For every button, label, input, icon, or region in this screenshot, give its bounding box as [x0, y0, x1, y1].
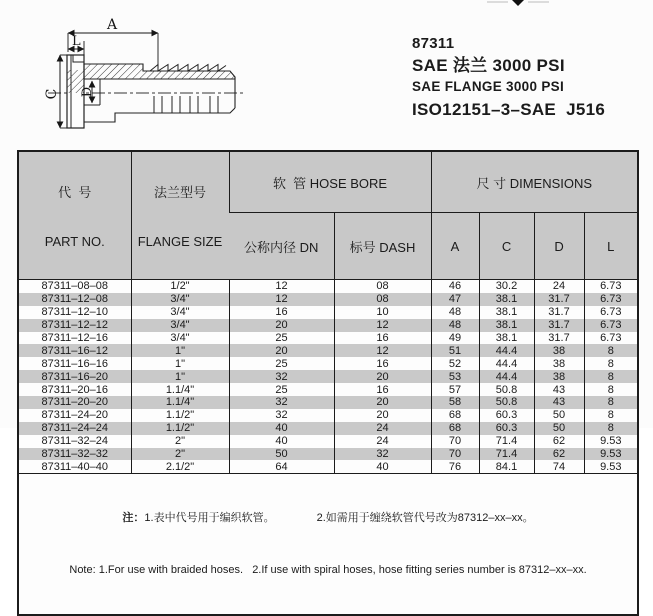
cell-l: 8: [584, 357, 638, 370]
cell-c: 50.8: [479, 383, 534, 396]
cell-d: 31.7: [534, 306, 584, 319]
cell-dash: 16: [334, 332, 431, 345]
col-header-dn: 公称内径 DN: [229, 213, 334, 280]
cell-d: 43: [534, 396, 584, 409]
cell-dash: 12: [334, 344, 431, 357]
cell-dash: 24: [334, 435, 431, 448]
cell-d: 31.7: [534, 332, 584, 345]
table-row: [18, 460, 638, 473]
cell-dash: 40: [334, 460, 431, 473]
cell-flange-size: 2": [131, 435, 229, 448]
cell-l: 9.53: [584, 448, 638, 461]
cell-dn: 25: [229, 357, 334, 370]
cell-part-no: 87311–12–16: [41, 332, 108, 344]
cell-dn: 40: [229, 435, 334, 448]
cell-d: 38: [534, 370, 584, 383]
title-block: [412, 36, 605, 118]
cell-a: 68: [431, 422, 479, 435]
cell-a: 46: [431, 280, 479, 293]
part-series-number: 87311: [412, 35, 455, 52]
cell-dash: 16: [334, 357, 431, 370]
cell-d: 31.7: [534, 319, 584, 332]
cell-flange-size: 3/4": [131, 332, 229, 345]
cell-d: 74: [534, 460, 584, 473]
cell-dn: 12: [229, 293, 334, 306]
cell-part-no: 87311–24–20: [41, 409, 108, 422]
cell-c: 38.1: [479, 332, 534, 345]
cell-dn: 25: [229, 383, 334, 396]
cell-a: 70: [431, 435, 479, 448]
col-header-a: A: [431, 213, 479, 280]
cell-c: 71.4: [479, 448, 534, 461]
cell-flange-size: 3/4": [131, 306, 229, 319]
cell-c: 50.8: [479, 396, 534, 409]
cell-dn: 32: [229, 396, 334, 409]
table-row: [18, 344, 638, 357]
standard-reference: ISO12151–3–SAE J516: [412, 99, 606, 119]
cell-c: 71.4: [479, 435, 534, 448]
table-row: [18, 409, 638, 422]
cell-c: 60.3: [479, 422, 534, 435]
dim-label-d: D: [80, 86, 95, 98]
cell-dash: 10: [334, 306, 431, 319]
cell-flange-size: 1/2": [131, 280, 229, 293]
table-row: [18, 396, 638, 409]
cell-flange-size: 1": [131, 370, 229, 383]
barb-teeth: [150, 65, 226, 72]
dimension-c: [44, 55, 67, 128]
cell-a: 48: [431, 306, 479, 319]
cell-part-no: 87311–12–08: [41, 293, 108, 306]
table-row: [18, 306, 638, 319]
cell-flange-size: 1.1/2": [131, 422, 229, 435]
group-header-dimensions: 尺 寸 DIMENSIONS: [431, 151, 638, 213]
cell-c: 44.4: [479, 344, 534, 357]
cell-l: 6.73: [584, 293, 638, 306]
cell-d: 31.7: [534, 293, 584, 306]
cut-off-down-arrow-icon: [486, 0, 550, 7]
cell-part-no: 87311–12–12: [41, 319, 108, 332]
dim-label-l: L: [72, 34, 81, 49]
table-row: [18, 280, 638, 293]
table-body: [18, 280, 638, 474]
cell-l: 8: [584, 409, 638, 422]
cell-dn: 20: [229, 344, 334, 357]
product-title-cn: SAE 法兰 3000 PSI: [412, 56, 565, 75]
cell-flange-size: 1": [131, 344, 229, 357]
cell-c: 38.1: [479, 319, 534, 332]
lower-profile: [84, 108, 235, 122]
cell-flange-size: 3/4": [131, 319, 229, 332]
cell-d: 50: [534, 422, 584, 435]
cell-c: 30.2: [479, 280, 534, 293]
table-note: [18, 474, 638, 616]
cell-part-no: 87311–20–16: [41, 383, 108, 396]
cell-flange-size: 2.1/2": [131, 460, 229, 473]
col-header-c: C: [479, 213, 534, 280]
cell-d: 38: [534, 357, 584, 370]
cell-dn: 40: [229, 422, 334, 435]
cell-a: 52: [431, 357, 479, 370]
cell-a: 70: [431, 448, 479, 461]
table-row: [18, 448, 638, 461]
cell-dash: 16: [334, 383, 431, 396]
cell-d: 24: [534, 280, 584, 293]
technical-drawing: [20, 0, 260, 148]
cell-part-no: 87311–08–08: [41, 280, 108, 293]
col-header-d: D: [534, 213, 584, 280]
cell-a: 68: [431, 409, 479, 422]
cell-c: 38.1: [479, 293, 534, 306]
cell-flange-size: 1.1/4": [131, 396, 229, 409]
cell-a: 57: [431, 383, 479, 396]
cell-dn: 20: [229, 319, 334, 332]
dim-label-a: A: [106, 17, 118, 33]
cell-flange-size: 2": [131, 448, 229, 461]
cell-a: 51: [431, 344, 479, 357]
cell-d: 62: [534, 448, 584, 461]
cell-flange-size: 1": [131, 357, 229, 370]
dim-label-c: C: [44, 88, 60, 100]
cell-dn: 32: [229, 409, 334, 422]
cell-dash: 08: [334, 280, 431, 293]
cell-d: 38: [534, 344, 584, 357]
cell-dn: 64: [229, 460, 334, 473]
cell-flange-size: 3/4": [131, 293, 229, 306]
table-row: [18, 435, 638, 448]
table-row: [18, 357, 638, 370]
cell-flange-size: 1.1/4": [131, 383, 229, 396]
cell-dn: 50: [229, 448, 334, 461]
col-header-flange-size: 法兰型号 FLANGE SIZE: [131, 151, 229, 280]
ferrule-rings: [154, 96, 218, 113]
table-row: [18, 319, 638, 332]
cell-d: 62: [534, 435, 584, 448]
table-row: [18, 383, 638, 396]
cell-dash: 12: [334, 319, 431, 332]
cell-part-no: 87311–16–12: [41, 344, 108, 357]
cell-c: 38.1: [479, 306, 534, 319]
specs-table: [17, 150, 639, 616]
dimension-l: [68, 34, 84, 55]
cell-dash: 24: [334, 422, 431, 435]
cell-l: 6.73: [584, 332, 638, 345]
product-title-en: SAE FLANGE 3000 PSI: [412, 79, 564, 94]
cell-l: 9.53: [584, 460, 638, 473]
cell-dn: 32: [229, 370, 334, 383]
cell-l: 8: [584, 396, 638, 409]
note-line-en: Note: 1.For use with braided hoses. 2.If use with spiral hoses, hose fitting series number is 87312–xx–xx.: [69, 564, 587, 577]
cell-part-no: 87311–24–24: [41, 422, 108, 435]
cell-l: 6.73: [584, 306, 638, 319]
cell-part-no: 87311–12–10: [41, 306, 108, 319]
cell-part-no: 87311–32–24: [41, 435, 108, 448]
cell-a: 76: [431, 460, 479, 473]
cell-part-no: 87311–16–16: [41, 357, 108, 370]
cell-dash: 20: [334, 409, 431, 422]
col-header-dash: 标号 DASH: [334, 213, 431, 280]
cell-part-no: 87311–40–40: [41, 460, 108, 473]
cell-dash: 08: [334, 293, 431, 306]
cell-dash: 20: [334, 396, 431, 409]
cell-d: 43: [534, 383, 584, 396]
cell-l: 8: [584, 344, 638, 357]
cell-dash: 20: [334, 370, 431, 383]
table-row: [18, 370, 638, 383]
cell-a: 53: [431, 370, 479, 383]
cell-dn: 16: [229, 306, 334, 319]
cell-a: 48: [431, 319, 479, 332]
cell-part-no: 87311–20–20: [41, 396, 108, 409]
cell-dn: 25: [229, 332, 334, 345]
cell-flange-size: 1.1/2": [131, 409, 229, 422]
group-header-hose-bore: 软 管 HOSE BORE: [229, 151, 431, 213]
col-header-part-no: 代 号 PART NO.: [44, 185, 105, 249]
cell-a: 58: [431, 396, 479, 409]
cell-l: 8: [584, 422, 638, 435]
table-row: [18, 332, 638, 345]
cell-c: 44.4: [479, 370, 534, 383]
cell-a: 49: [431, 332, 479, 345]
cell-c: 84.1: [479, 460, 534, 473]
col-header-l: L: [584, 213, 638, 280]
cell-l: 6.73: [584, 319, 638, 332]
cell-l: 8: [584, 383, 638, 396]
cell-c: 44.4: [479, 357, 534, 370]
note-line-cn: 注：1.表中代号用于编织软管。 2.如需用于缠绕软管代号改为87312–xx–xx。: [122, 512, 534, 525]
table-row: [18, 293, 638, 306]
body-section-hatch: [84, 64, 235, 79]
table-row: [18, 422, 638, 435]
cell-dn: 12: [229, 280, 334, 293]
cell-d: 50: [534, 409, 584, 422]
cell-l: 6.73: [584, 280, 638, 293]
cell-part-no: 87311–16–20: [41, 370, 108, 383]
cell-l: 9.53: [584, 435, 638, 448]
cell-a: 47: [431, 293, 479, 306]
cell-l: 8: [584, 370, 638, 383]
cell-dash: 32: [334, 448, 431, 461]
cell-part-no: 87311–32–32: [41, 448, 108, 461]
cell-c: 60.3: [479, 409, 534, 422]
